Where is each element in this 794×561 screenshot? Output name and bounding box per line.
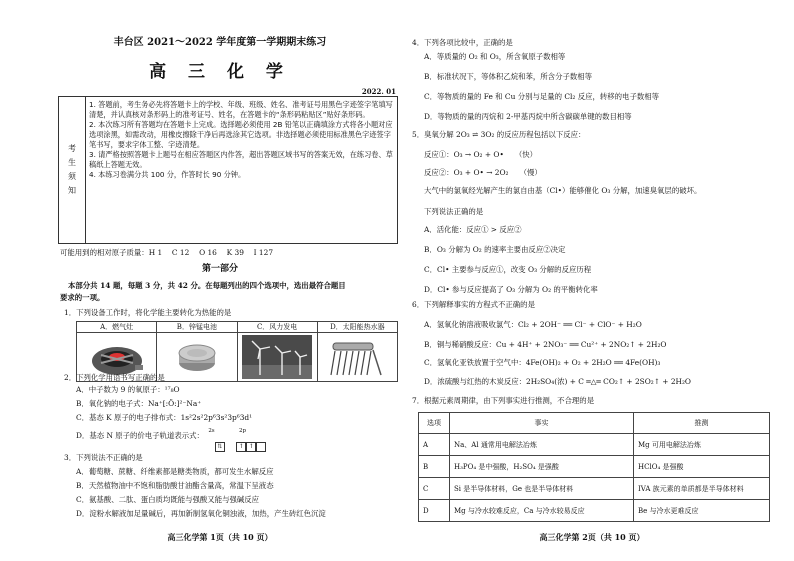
q2-stem: 2．下列化学用语书写正确的是 (64, 373, 165, 382)
page-footer: 高三化学第 2页（共 10 页） (539, 532, 645, 542)
table-header-row (419, 413, 770, 434)
notice-item: 4. 本练习卷满分共 100 分，作答时长 90 分钟。 (89, 170, 246, 179)
q1-option-c: C．风力发电 (237, 322, 317, 333)
page-2 (412, 0, 772, 561)
table-cell: Si 是半导体材料，Ge 也是半导体材料 (450, 478, 634, 500)
q3-option-d: D．淀粉水解液加足量碱后，再加新制氢氧化铜浊液，加热，产生砖红色沉淀 (76, 509, 326, 518)
part-intro: 本部分共 14 题，每题 3 分，共 42 分。在每题列出的四个选项中，选出最符合题目 (68, 281, 346, 290)
q3-option-c: C．氨基酸、二肽、蛋白质均既能与强酸又能与强碱反应 (76, 495, 260, 504)
table-cell: Be 与冷水更难反应 (634, 500, 770, 522)
table-cell: B (419, 456, 450, 478)
notice-box (58, 96, 398, 244)
q6-option-d: D．浓硫酸与红热的木炭反应：2H₂SO₄(浓) + C ═△═ CO₂↑ + 2SO₂↑ + 2H₂O (424, 377, 691, 386)
notice-item: 1. 答题前，考生务必先将答题卡上的学校、年级、班级、姓名、准考证号用黑色字迹签字笔填写清楚，并认真核对条形码上的准考证号、姓名，在答题卡的“条形码粘贴区”贴好条形码。 (89, 100, 393, 119)
page-footer: 高三化学第 1页（共 10 页） (167, 532, 273, 542)
orbital-box: ⇅ (215, 442, 225, 452)
q6-option-a: A．氢氧化钠溶液吸收氯气：Cl₂ + 2OH⁻ ══ Cl⁻ + ClO⁻ + H₂O (424, 320, 642, 329)
notice-item: 2. 本次练习所有答题均在答题卡上完成。选择题必须使用 2B 铅笔以正确填涂方式将各小题对应选项涂黑，如需改动，用橡皮擦除干净后再选涂其它选项。非选择题必须使用标准黑色字迹签字笔书写，要求字体工整、字迹清楚。 (89, 120, 393, 149)
q5-description: 大气中的氯氧经光解产生的氯自由基（Cl•）能够催化 O₃ 分解，加速臭氧层的破坏。 (424, 186, 702, 195)
table-cell: Na、Al 通常用电解法冶炼 (450, 434, 634, 456)
q2-option-a: A．中子数为 9 的氧原子：¹⁷₈O (76, 385, 180, 394)
button-battery-icon (169, 335, 225, 379)
q4-option-a: A．等质量的 O₂ 和 O₃，所含氧原子数相等 (424, 52, 566, 61)
q6-stem: 6．下列解释事实的方程式不正确的是 (412, 300, 535, 309)
table-cell: Mg 可用电解法冶炼 (634, 434, 770, 456)
notice-item: 3. 请严格按照答题卡上题号在相应答题区内作答，超出答题区域书写的答案无效，在练习卷、草稿纸上答题无效。 (89, 150, 393, 169)
table-row (419, 434, 770, 456)
table-row (419, 500, 770, 522)
table-cell: Mg 与冷水较难反应，Ca 与冷水较易反应 (450, 500, 634, 522)
q1-option-a: A．燃气灶 (77, 322, 157, 333)
q1-stem: 1．下列设备工作时，将化学能主要转化为热能的是 (64, 308, 232, 317)
exam-header: 丰台区 2021～2022 学年度第一学期期末练习 (113, 37, 327, 48)
q5-option-c: C．Cl• 主要参与反应①，改变 O₃ 分解的反应历程 (424, 265, 592, 274)
solar-heater-icon (327, 335, 387, 379)
table-cell: C (419, 478, 450, 500)
table-cell: HClO₄ 是强酸 (634, 456, 770, 478)
page-1 (40, 0, 400, 561)
q5-option-a: A．活化能：反应① > 反应② (424, 225, 522, 234)
q2-option-c: C．基态 K 原子的电子排布式：1s²2s²2p⁶3s²3p⁶3d¹ (76, 413, 253, 422)
exam-title: 高 三 化 学 (149, 62, 291, 82)
table-cell: H₃PO₄ 是中强酸，H₂SO₄ 是强酸 (450, 456, 634, 478)
notice-list (89, 100, 395, 180)
q1-option-d: D．太阳能热水器 (317, 322, 397, 333)
q6-option-b: B．铜与稀硝酸反应：Cu + 4H⁺ + 2NO₃⁻ ══ Cu²⁺ + 2NO₂↑ + 2H₂O (424, 340, 667, 349)
orbital-diagram (215, 436, 266, 455)
q4-stem: 4．下列各项比较中，正确的是 (412, 38, 513, 47)
wind-turbine-icon (242, 335, 312, 379)
q5-reaction-1: 反应①：O₃ → O₂ + O• （快） (424, 150, 538, 159)
q5-option-d: D．Cl• 参与反应提高了 O₃ 分解为 O₂ 的平衡转化率 (424, 285, 598, 294)
column-header: 选项 (419, 413, 450, 434)
q5-ask: 下列说法正确的是 (424, 207, 484, 216)
q4-option-d: D．等物质的量的丙烷和 2-甲基丙烷中所含碳碳单键的数目相等 (424, 112, 632, 121)
exam-date: 2022. 01 (361, 87, 396, 96)
orbital-box (256, 442, 266, 452)
table-row (419, 478, 770, 500)
q5-option-b: B．O₃ 分解为 O₂ 的速率主要由反应②决定 (424, 245, 566, 254)
q7-table (418, 412, 770, 522)
orbital-box: ↑ (236, 442, 246, 452)
column-header: 事实 (450, 413, 634, 434)
q2-option-d: D．基态 N 原子的价电子轨道表示式： $^{2s}$ $^{2p}$ (76, 428, 247, 440)
table-cell: D (419, 500, 450, 522)
q1-option-b: B．锌锰电池 (157, 322, 237, 333)
notice-label: 考 生 须 知 (59, 97, 86, 243)
column-header: 推测 (634, 413, 770, 434)
part-title: 第一部分 (201, 264, 238, 274)
q5-stem: 5．臭氧分解 2O₃ ⇌ 3O₂ 的反应历程包括以下反应： (412, 130, 586, 139)
table-cell: A (419, 434, 450, 456)
q2-option-b: B．氧化钠的电子式：Na⁺[:Ö:]²⁻Na⁺ (76, 399, 202, 408)
q3-option-b: B．天然植物油中不饱和脂肪酸甘油酯含量高，常温下呈液态 (76, 481, 274, 490)
q6-option-c: C．氢氧化亚铁放置于空气中：4Fe(OH)₂ + O₂ + 2H₂O ══ 4Fe(OH)₃ (424, 358, 661, 367)
part-intro: 要求的一项。 (60, 293, 105, 302)
q5-reaction-2: 反应②：O₃ + O• → 2O₂ （慢） (424, 168, 542, 177)
q4-option-b: B．标准状况下，等体积乙烷和苯，所含分子数相等 (424, 72, 593, 81)
orbital-box: ↑ (246, 442, 256, 452)
table-cell: IVA 族元素的单质都是半导体材料 (634, 478, 770, 500)
q3-option-a: A．葡萄糖、蔗糖、纤维素都是糖类物质，都可发生水解反应 (76, 467, 274, 476)
atomic-masses: 可能用到的相对原子质量：H 1 C 12 O 16 K 39 I 127 (60, 248, 274, 257)
q4-option-c: C．等物质的量的 Fe 和 Cu 分别与足量的 Cl₂ 反应，转移的电子数相等 (424, 92, 660, 101)
table-row (419, 456, 770, 478)
q3-stem: 3．下列说法不正确的是 (64, 453, 143, 462)
q7-stem: 7．根据元素周期律，由下列事实进行推测，不合理的是 (412, 396, 595, 405)
